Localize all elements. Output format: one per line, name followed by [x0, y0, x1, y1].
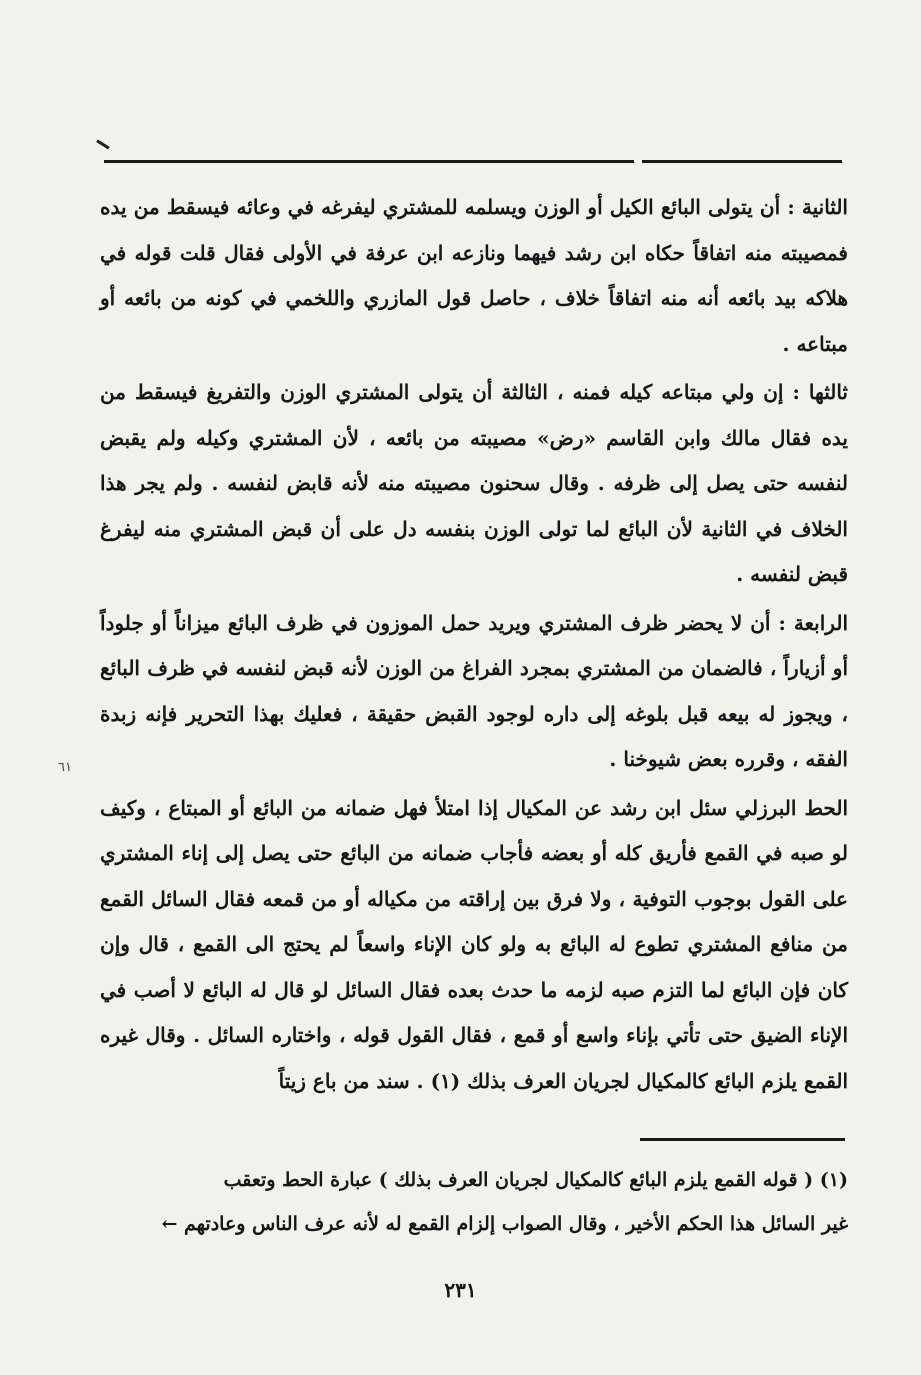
- header-rule-right: [642, 160, 842, 163]
- footnote-rule: [640, 1138, 845, 1141]
- margin-mark: ٦١: [58, 760, 72, 775]
- paragraph-4: الحط البرزلي سئل ابن رشد عن المكيال إذا امتلأ فهل ضمانه من البائع أو المبتاع ، وكيف لو صبه في القمع فأريق كله أو بعضه فأجاب ضمانه من البائع حتى يصل إلى إناء المشتري على القول بوجوب التوفية ، ولا فرق بين إراقته من مكياله أو من قمعه فقال السائل القمع من منافع المشتري تطوع له البائع به ولو كان الإناء واسعاً لم يحتج الى القمع ، قال وإن كان فإن البائع لما التزم صبه لزمه ما حدث بعده فقال السائل لو قال له البائع لا أصب في الإناء الضيق حتى تأتي بإناء واسع أو قمع ، فقال القول قوله ، واختاره السائل . وقال غيره القمع يلزم البائع كالمكيال لجريان العرف بذلك (١) . سند من باع زيتاً: [100, 795, 848, 1093]
- header-rule-left: [104, 160, 634, 163]
- paragraph-1: الثانية : أن يتولى البائع الكيل أو الوزن ويسلمه للمشتري ليفرغه في وعائه فيسقط من يده فمصيبته منه اتفاقاً حكاه ابن رشد فيهما ونازعه ابن عرفة في الأولى فقال قلت قوله في هلاكه بيد بائعه أنه منه اتفاقاً خلاف ، حاصل قول المازري واللخمي في كونه من بائعه أو مبتاعه .: [100, 195, 848, 356]
- paragraph-2: ثالثها : إن ولي مبتاعه كيله فمنه ، الثالثة أن يتولى المشتري الوزن والتفريغ فيسقط من يده فقال مالك وابن القاسم «رض» مصيبته من بائعه ، لأن المشتري وكيله ولم يقبض لنفسه حتى يصل إلى ظرفه . وقال سحنون مصيبته منه لأنه قابض لنفسه . ولم يجر هذا الخلاف في الثانية لأن البائع لما تولى الوزن بنفسه دل على أن قبض المشتري منه ليفرغ قبض لنفسه .: [100, 380, 848, 586]
- footnote-line-2: غير السائل هذا الحكم الأخير ، وقال الصواب إلزام القمع له لأنه عرف الناس وعادتهم ←: [161, 1213, 848, 1235]
- footnote: [100, 1158, 848, 1246]
- main-text: [100, 185, 848, 1107]
- page-number: ٢٣١: [444, 1278, 477, 1302]
- footnote-line-1: (١) ( قوله القمع يلزم البائع كالمكيال لجريان العرف بذلك ) عبارة الحط وتعقب: [223, 1169, 848, 1191]
- paragraph-3: الرابعة : أن لا يحضر ظرف المشتري ويريد حمل الموزون في ظرف البائع ميزاناً أو جلوداً أو أزياراً ، فالضمان من المشتري بمجرد الفراغ من الوزن لأنه قبض لنفسه في ظرف البائع ، ويجوز له بيعه قبل بلوغه إلى داره لوجود القبض حقيقة ، فعليك بهذا التحرير فإنه زبدة الفقه ، وقرره بعض شيوخنا .: [100, 610, 848, 771]
- corner-tick-mark: [96, 140, 109, 150]
